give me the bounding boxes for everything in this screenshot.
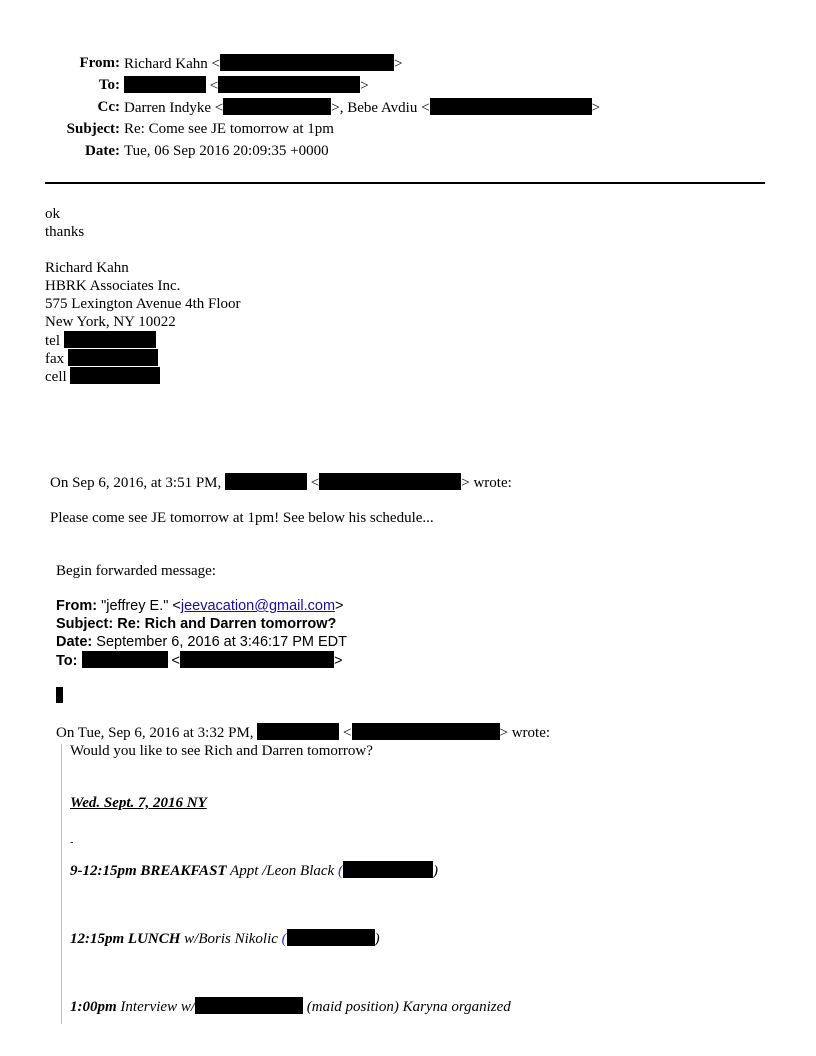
from-label: From: [79,55,120,71]
redaction-block [225,473,307,490]
quoted2-intro-mid: < [343,725,352,741]
redaction-block [218,76,360,93]
quoted1-intro-start: On Sep 6, 2016, at 3:51 PM, [50,475,222,491]
item3-time: 1:00pm [70,999,117,1015]
signature-address2: New York, NY 10022 [45,314,176,330]
item2-time: 12:15pm LUNCH [70,931,181,947]
redaction-block [68,349,158,366]
signature-company: HBRK Associates Inc. [45,278,181,294]
redaction-block [124,76,206,93]
forwarded-begin: Begin forwarded message: [56,563,216,579]
redaction-block [287,929,375,946]
cc-name1: Darren Indyke < [124,100,224,116]
cc-mid: >, Bebe Avdiu < [331,100,430,116]
date-label: Date: [85,143,120,159]
redaction-block [352,723,500,740]
redaction-block [220,54,394,71]
redaction-block [223,98,331,115]
schedule-item-breakfast [70,861,438,880]
date-value: Tue, 06 Sep 2016 20:09:35 +0000 [124,143,329,159]
subject-value: Re: Come see JE tomorrow at 1pm [124,121,334,137]
to-end: > [360,78,369,94]
forwarded-subject-label: Subject: [56,616,114,632]
quoted1-intro-end: > wrote: [461,475,512,491]
forwarded-date-value: September 6, 2016 at 3:46:17 PM EDT [96,634,347,650]
item1-open: ( [337,863,343,879]
from-end: > [393,56,403,72]
forwarded-from-email-link[interactable]: jeevacation@gmail.com [180,598,336,614]
redaction-block [430,98,592,115]
redaction-block [257,723,339,740]
redaction-block [180,651,334,668]
forwarded-subject-value: Re: Rich and Darren tomorrow? [117,616,337,632]
small-redaction [56,687,63,705]
forwarded-from-label: From: [56,598,98,614]
signature-cell [45,367,160,386]
item1-close: ) [432,863,438,879]
quoted2-intro-end: > wrote: [499,725,551,741]
fax-label: fax [45,351,65,367]
schedule-date [70,794,207,812]
redaction-block [343,861,433,878]
cc-end: > [591,100,601,116]
subject-label: Subject: [66,121,120,137]
signature-name: Richard Kahn [45,260,129,276]
forwarded-to-end: > [334,653,343,669]
item3-tail: (maid position) Karyna organized [303,999,511,1015]
redaction-block [70,367,160,384]
redaction-block [319,473,461,490]
forwarded-subject-row [56,615,336,633]
quoted1-intro [50,473,512,492]
item2-close: ) [374,931,380,947]
redaction-block [64,331,156,348]
quoted1-intro-mid: < [310,475,320,491]
signature-address1: 575 Lexington Avenue 4th Floor [45,296,241,312]
from-name: Richard Kahn < [124,56,220,72]
forwarded-to-row [56,651,342,670]
redaction-block [195,997,303,1014]
tel-label: tel [45,333,60,349]
item3-desc: Interview w/ [116,999,195,1015]
forwarded-from-end: > [335,598,344,614]
redaction-block [56,687,63,703]
schedule-date-text: Wed. Sept. 7, 2016 NY [70,795,207,811]
quote-bar [61,744,62,1024]
quoted1-message: Please come see JE tomorrow at 1pm! See below his schedule... [50,510,434,526]
forwarded-from-name: "jeffrey E." < [101,598,181,614]
to-label: To: [98,77,120,93]
forwarded-date-row [56,633,347,651]
body-line-ok: ok [45,206,60,222]
cc-label: Cc: [97,99,120,115]
quoted2-question: Would you like to see Rich and Darren tomorrow? [70,743,373,759]
item1-time: 9-12:15pm BREAKFAST [70,863,227,879]
forwarded-to-mid: < [171,653,180,669]
cell-label: cell [45,369,67,385]
header-divider [45,182,765,184]
schedule-item-lunch [70,929,380,948]
quoted2-intro [56,723,550,742]
quoted2-intro-start: On Tue, Sep 6, 2016 at 3:32 PM, [56,725,254,741]
redaction-block [82,651,168,668]
item2-open: ( [281,931,287,947]
item1-desc: Appt /Leon Black [226,863,338,879]
schedule-dash: - [70,837,74,848]
forwarded-to-label: To: [56,653,78,669]
item2-desc: w/Boris Nikolic [180,931,282,947]
forwarded-from-row [56,597,344,615]
forwarded-date-label: Date: [56,634,93,650]
signature-tel [45,331,156,350]
schedule-item-interview [70,997,511,1016]
body-line-thanks: thanks [45,224,85,240]
signature-fax [45,349,158,368]
to-mid: < [209,78,219,94]
